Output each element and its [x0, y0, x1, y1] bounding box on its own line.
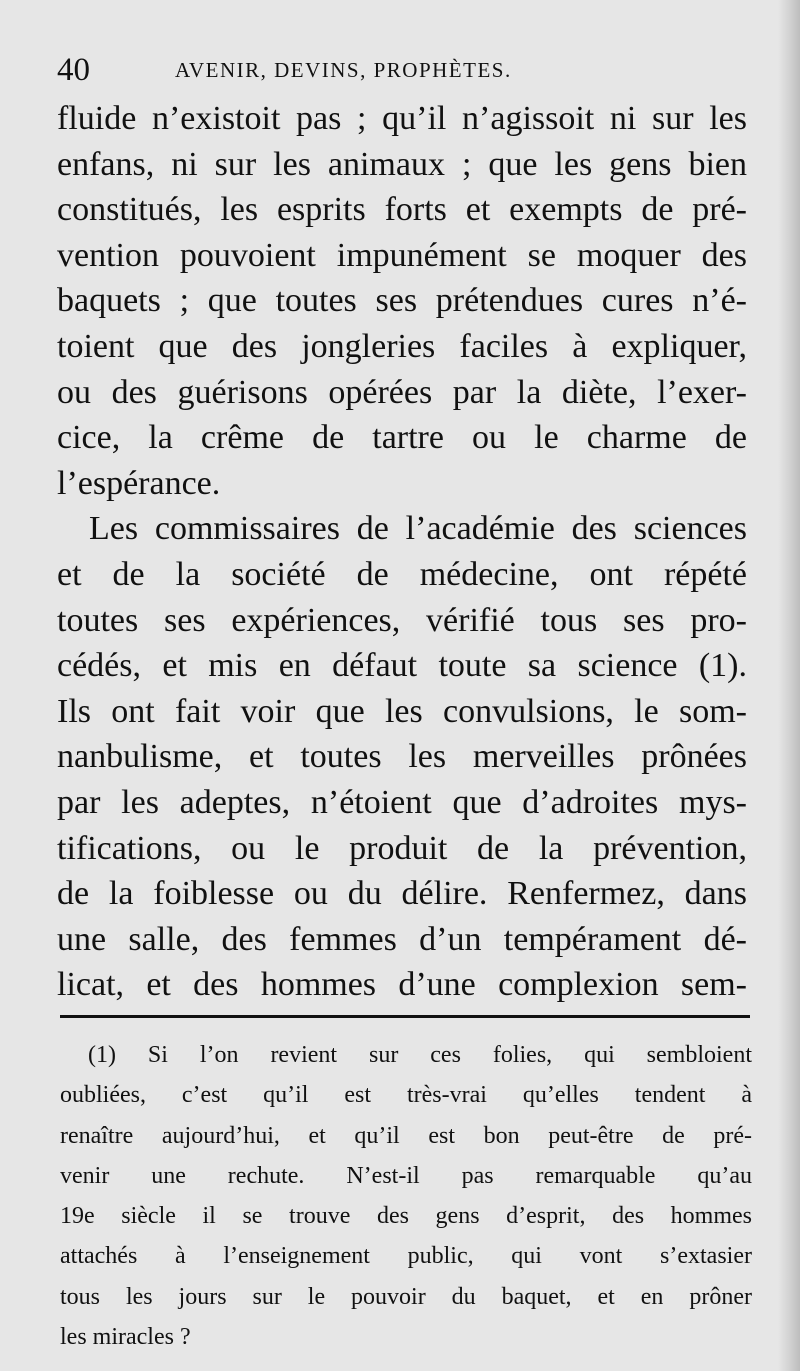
footnote-line: attachés à l’enseignement public, qui vont s’extasier: [60, 1243, 752, 1270]
page-content: [57, 50, 747, 1008]
footnote-rule: [60, 1015, 750, 1018]
body-line: licat, et des hommes d’une complexion sem-: [57, 966, 747, 1004]
body-line: baquets ; que toutes ses prétendues cures n’é-: [57, 282, 747, 320]
footnote-line: les miracles ?: [60, 1324, 191, 1351]
body-line: de la foiblesse ou du délire. Renfermez, dans: [57, 875, 747, 913]
footnote-line: oubliées, c’est qu’il est très-vrai qu’elles tendent à: [60, 1082, 752, 1109]
body-line: l’espérance.: [57, 464, 221, 502]
body-line: toient que des jongleries faciles à expliquer,: [57, 327, 747, 365]
body-line: et de la société de médecine, ont répété: [57, 555, 747, 593]
body-line: vention pouvoient impunément se moquer des: [57, 236, 747, 274]
running-head: [57, 50, 747, 90]
body-line: par les adeptes, n’étoient que d’adroites mys-: [57, 783, 747, 821]
footnote-line: tous les jours sur le pouvoir du baquet, et en prôner: [60, 1283, 752, 1310]
page-edge-shadow: [778, 0, 800, 1371]
footnote: [60, 1035, 752, 1357]
body-line: Ils ont fait voir que les convulsions, le som-: [57, 692, 747, 730]
body-line: enfans, ni sur les animaux ; que les gens bien: [57, 145, 747, 183]
body-text: [57, 96, 747, 1008]
body-line: fluide n’existoit pas ; qu’il n’agissoit ni sur les: [57, 100, 747, 137]
body-line: cice, la crême de tartre ou le charme de: [57, 419, 747, 457]
body-line: ou des guérisons opérées par la diète, l’exer-: [57, 373, 747, 411]
body-line: toutes ses expériences, vérifié tous ses pro-: [57, 601, 747, 639]
body-line: une salle, des femmes d’un tempérament dé-: [57, 920, 747, 958]
body-line: Les commissaires de l’académie des sciences: [89, 510, 747, 548]
body-line: nanbulisme, et toutes les merveilles prônées: [57, 738, 747, 776]
footnote-line: renaître aujourd’hui, et qu’il est bon peut-être de pré-: [60, 1122, 752, 1149]
body-line: cédés, et mis en défaut toute sa science (1).: [57, 647, 747, 685]
page-number: 40: [57, 52, 90, 88]
footnote-line: (1) Si l’on revient sur ces folies, qui sembloient: [88, 1042, 752, 1068]
running-title: AVENIR, DEVINS, PROPHÈTES.: [175, 58, 512, 82]
footnote-line: 19e siècle il se trouve des gens d’esprit, des hommes: [60, 1203, 752, 1230]
body-line: constitués, les esprits forts et exempts de pré-: [57, 191, 747, 229]
body-line: tifications, ou le produit de la prévention,: [57, 829, 747, 867]
footnote-line: venir une rechute. N’est-il pas remarquable qu’au: [60, 1162, 752, 1189]
